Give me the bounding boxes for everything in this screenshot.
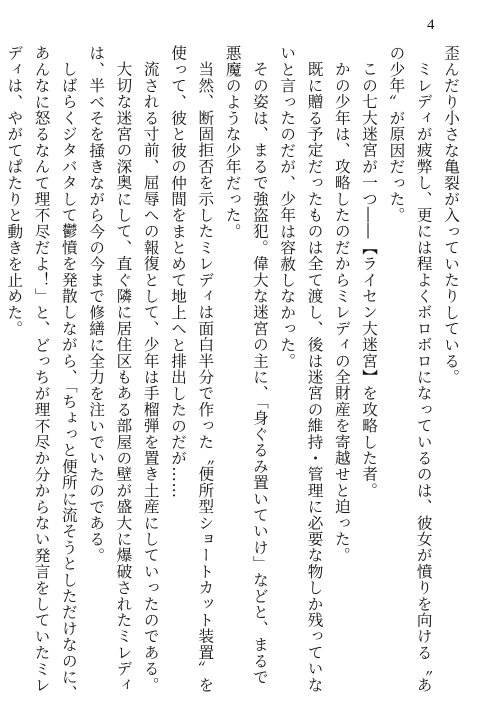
page-number: 4 (427, 17, 435, 33)
text-line: かの少年は、攻略したのだからミレディの全財産を寄越せと迫った。 (332, 60, 351, 563)
text-line: あんなに怒るなんて理不尽だよ！」と、どっちが理不尽か分からない発言をしていたミレ (32, 45, 51, 693)
text-line: 既に贈る予定だったものは全て渡し、後は迷宮の維持・管理に必要な物しか残っていな (305, 60, 324, 693)
text-line: 悪魔のような少年だった。 (223, 45, 242, 240)
text-line: は、半べそを掻きながら今の今まで修繕に全力を注いでいたのである。 (87, 45, 106, 564)
text-line: 当然、断固拒否を示したミレディは面白半分で作った〝便所型ショートカット装置〟を (196, 60, 215, 693)
text-line: ディは、やがてぱたりと動きを止めた。 (5, 45, 24, 337)
text-line: 使って、彼と彼の仲間をまとめて地上へと排出したのだが…… (169, 45, 188, 499)
text-line: いと言ったのだが、少年は容赦しなかった。 (278, 45, 297, 369)
text-line: この七大迷宮が一つ――【ライセン大迷宮】を攻略した者。 (360, 60, 379, 498)
text-line: しばらくジタバタして鬱憤を発散しながら、「ちょっと便所に流そうとしただけなのに、 (59, 60, 78, 701)
text-line: ミレディが疲弊し、更には程よくボロボロになっているのは、彼女が憤りを向ける〝あ (414, 60, 433, 693)
text-line: 大切な迷宮の深奥にして、直ぐ隣に居住区もある部屋の壁が盛大に爆破されたミレディ (114, 60, 133, 693)
text-line: 流される寸前、屈辱への報復として、少年は手榴弾を置き土産にしていったのである。 (141, 60, 160, 693)
text-line: の少年〟が原因だった。 (387, 45, 406, 224)
novel-text-body (5, 45, 464, 701)
text-line: その姿は、まるで強盗犯。偉大な迷宮の主に、「身ぐるみ置いていけ」などと、まるで (250, 60, 269, 685)
text-line: 歪んだり小さな亀裂が入っていたりしている。 (442, 45, 460, 386)
